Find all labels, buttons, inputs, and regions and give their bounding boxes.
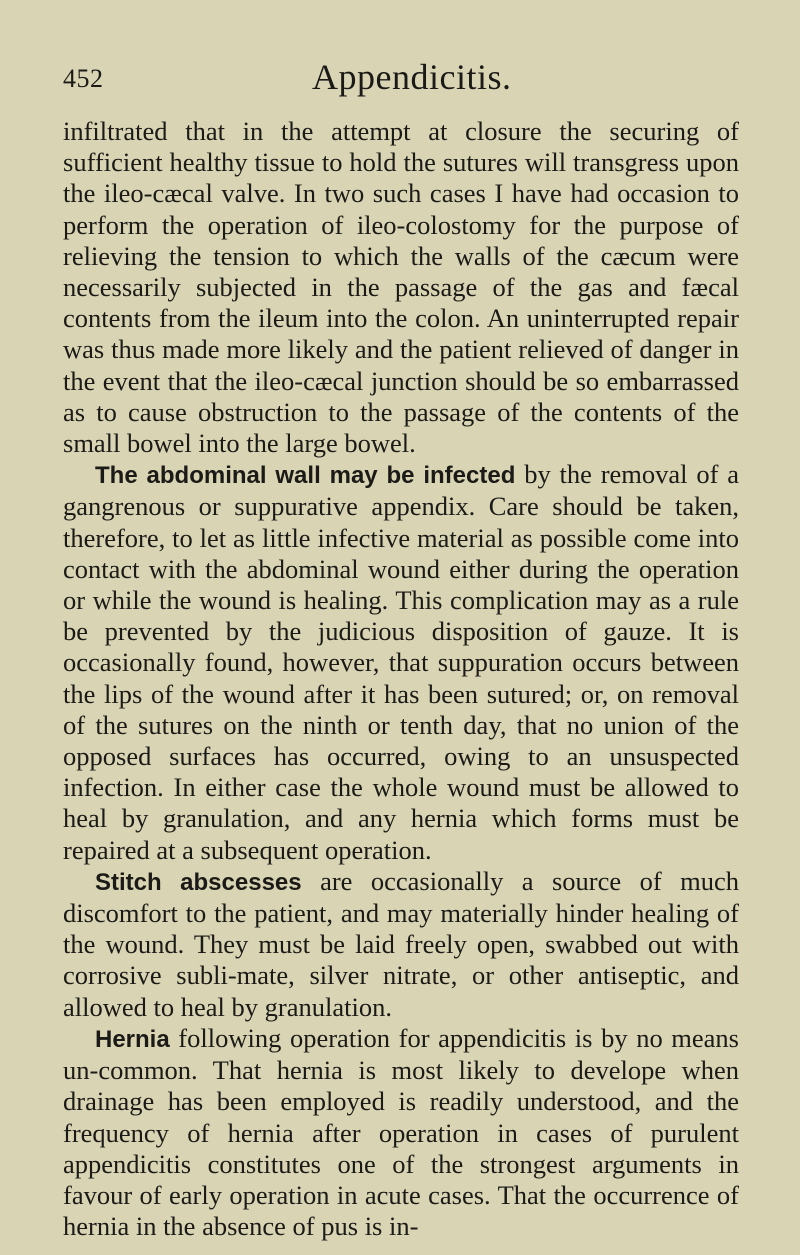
body-text [63,116,739,1242]
paragraph-2-lead: The abdominal wall may be infected [95,462,516,490]
running-title: Appendicitis. [312,57,512,97]
paragraph-4-lead: Hernia [95,1025,170,1053]
paragraph-3 [63,866,739,1023]
paragraph-1-text: infiltrated that in the attempt at closure the securing of sufficient healthy tissue to hold the sutures will transgress upon the ileo-cæcal valve. In two such cases I have had occasion to perform the operation of ileo-colostomy for the purpose of relieving the tension to which the walls of the cæcum were necessarily subjected in the passage of the gas and fæcal contents from the ileum into the colon. An uninterrupted repair was thus made more likely and the patient relieved of danger in the event that the ileo-cæcal junction should be so embarrassed as to cause obstruction to the passage of the contents of the small bowel into the large bowel. [63,116,739,459]
page-number: 452 [63,64,104,93]
paragraph-4 [63,1023,739,1242]
paragraph-3-lead: Stitch abscesses [95,868,302,896]
paragraph-3-text: are occasionally a source of much discomfort to the patient, and may materially hinder healing of the wound. They must be laid freely open, swabbed out with corrosive subli-mate, silver nitrate, or other antiseptic, and allowed to heal by granulation. [63,865,739,1022]
paragraph-4-text: following operation for appendicitis is by no means un-common. That hernia is most likely to develope when drainage has been employed is readily understood, and the frequency of hernia after operation in cases of purulent appendicitis constitutes one of the strongest arguments in favour of early operation in acute cases. That the occurrence of hernia in the absence of pus is in- [63,1022,739,1242]
page-header [0,56,800,100]
paragraph-2 [63,459,739,866]
paragraph-2-text: by the removal of a gangrenous or suppurative appendix. Care should be taken, therefore, to let as little infective material as possible come into contact with the abdominal wound either during the operation or while the wound is healing. This complication may as a rule be prevented by the judicious disposition of gauze. It is occasionally found, however, that suppuration occurs between the lips of the wound after it has been sutured; or, on removal of the sutures on the ninth or tenth day, that no union of the opposed surfaces has occurred, owing to an unsuspected infection. In either case the whole wound must be allowed to heal by granulation, and any hernia which forms must be repaired at a subsequent operation. [63,459,739,865]
paragraph-1 [63,116,739,459]
